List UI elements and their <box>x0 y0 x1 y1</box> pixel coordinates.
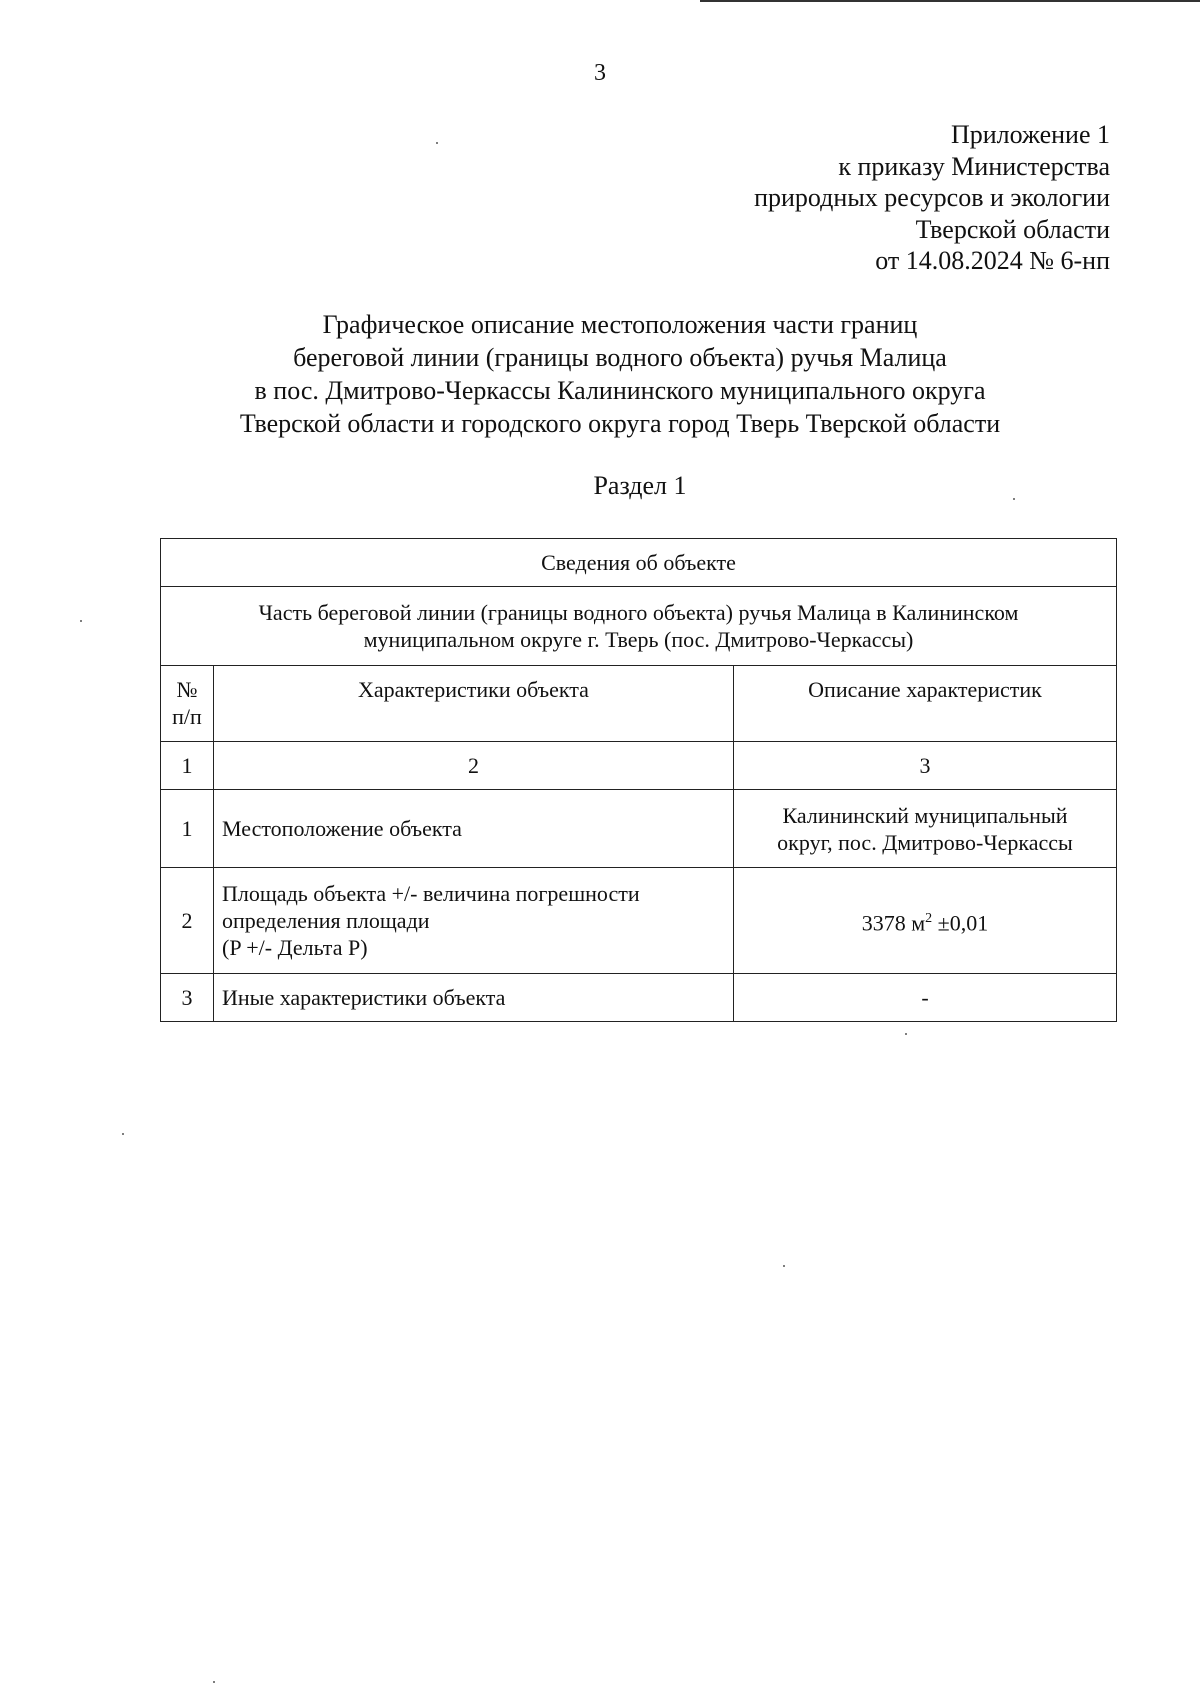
description-line: округ, пос. Дмитрово-Черкассы <box>777 829 1073 855</box>
characteristic-line: Площадь объекта +/- величина погрешности <box>222 881 640 906</box>
column-number-cell: 3 <box>734 742 1117 790</box>
title-line: Тверской области и городского округа город Тверь Тверской области <box>239 409 1001 438</box>
table-row <box>161 868 1117 974</box>
title-line: Графическое описание местоположения части границ <box>322 310 918 339</box>
object-name-line: муниципальном округе г. Тверь (пос. Дмитрово-Черкассы) <box>363 627 914 652</box>
appendix-block <box>754 119 1110 277</box>
appendix-line: Приложение 1 <box>950 120 1110 149</box>
num-header-line: № <box>176 677 198 702</box>
appendix-line: Тверской области <box>915 214 1110 244</box>
description-line: Калининский муниципальный <box>782 802 1068 828</box>
scan-speck <box>905 1033 907 1035</box>
appendix-line: природных ресурсов и экологии <box>754 183 1110 212</box>
table-row <box>161 790 1117 868</box>
scan-speck <box>122 1133 124 1135</box>
scan-speck <box>80 620 82 622</box>
row-characteristic-cell <box>214 868 734 974</box>
section-title: Раздел 1 <box>593 471 687 500</box>
column-number-cell: 2 <box>214 742 734 790</box>
row-description-cell <box>734 868 1117 974</box>
appendix-line: к приказу Министерства <box>838 151 1110 181</box>
area-unit-exponent: 2 <box>925 910 933 926</box>
column-header-characteristic: Характеристики объекта <box>214 666 734 742</box>
characteristic-line: (P +/- Дельта P) <box>222 935 368 960</box>
num-header-line: п/п <box>172 704 202 729</box>
column-header-description: Описание характеристик <box>734 666 1117 742</box>
page-number: 3 <box>594 60 606 86</box>
object-name-row <box>161 587 1117 666</box>
row-description-cell: - <box>734 974 1117 1022</box>
table-header-row <box>161 539 1117 587</box>
row-characteristic-cell: Иные характеристики объекта <box>214 974 734 1022</box>
table-row <box>161 974 1117 1022</box>
row-num-cell: 3 <box>161 974 214 1022</box>
row-num-cell: 2 <box>161 868 214 974</box>
title-line: в пос. Дмитрово-Черкассы Калининского муниципального округа <box>254 376 986 405</box>
row-characteristic-cell: Местоположение объекта <box>214 790 734 868</box>
appendix-line: от 14.08.2024 № 6-нп <box>875 246 1110 275</box>
scan-speck <box>1013 498 1015 500</box>
row-num-cell: 1 <box>161 790 214 868</box>
column-number-cell: 1 <box>161 742 214 790</box>
area-tolerance: ±0,01 <box>932 910 989 936</box>
scan-speck <box>213 1681 215 1683</box>
title-line: береговой линии (границы водного объекта) ручья Малица <box>293 343 947 372</box>
column-header-num <box>161 666 214 742</box>
object-name-cell <box>161 587 1117 666</box>
column-number-row <box>161 742 1117 790</box>
scan-edge-line <box>700 0 1200 2</box>
area-value: 3378 м <box>861 910 926 936</box>
scan-speck <box>783 1265 785 1267</box>
object-name-line: Часть береговой линии (границы водного объекта) ручья Малица в Калининском <box>258 600 1019 625</box>
column-header-row <box>161 666 1117 742</box>
scan-speck <box>436 142 438 144</box>
document-title <box>140 308 1100 440</box>
row-description-cell <box>734 790 1117 868</box>
characteristic-line: определения площади <box>222 908 430 933</box>
table-header-cell: Сведения об объекте <box>161 539 1117 587</box>
object-info-table <box>160 538 1117 1022</box>
